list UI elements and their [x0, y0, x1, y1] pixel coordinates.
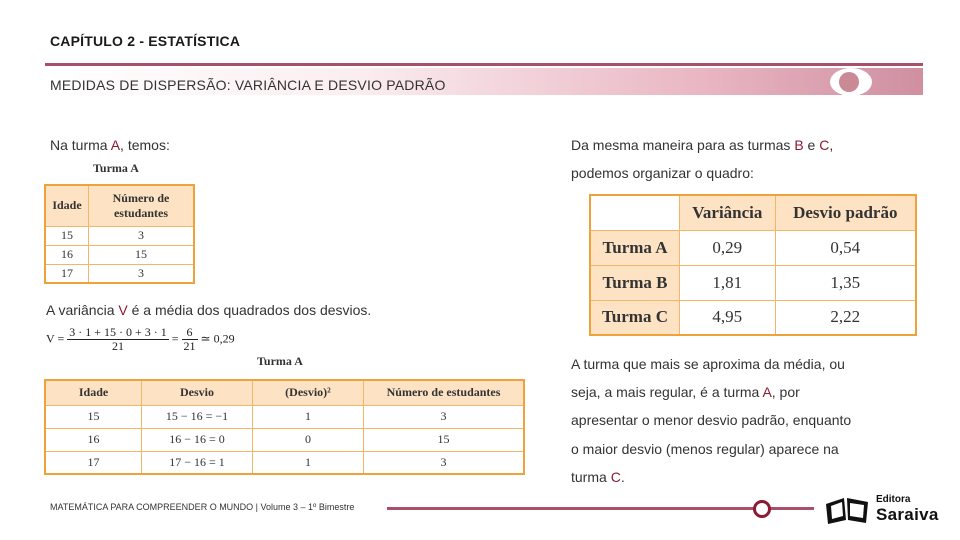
table1-cell: 15	[45, 226, 89, 245]
table3-corner	[590, 195, 680, 230]
variance-deviation-table	[589, 194, 917, 336]
section-title: MEDIDAS DE DISPERSÃO: VARIÂNCIA E DESVIO PADRÃO	[50, 77, 446, 93]
header-divider	[45, 63, 923, 66]
table-row	[590, 230, 916, 265]
table2-header: Idade	[45, 380, 142, 405]
left-intro: Na turma A, temos:	[50, 137, 170, 153]
variance-formula: V = $\frac{3 \cdot 1 + 15 \cdot 0 + 3 \cdot 1}{21}$ = $\frac{6}{21}$ ≃ 0,29	[46, 325, 235, 353]
table2-cell: 3	[364, 451, 524, 474]
age-frequency-table	[44, 184, 195, 284]
chapter-title: CAPÍTULO 2 - ESTATÍSTICA	[50, 33, 241, 49]
table1-title: Turma A	[93, 161, 139, 175]
table2-cell: 15	[364, 428, 524, 451]
deviation-table	[44, 379, 525, 475]
table3-header: Variância	[680, 195, 776, 230]
table3-cell: 0,54	[775, 230, 916, 265]
table2-title: Turma A	[257, 354, 303, 368]
table-row	[45, 245, 194, 264]
table1-cell: 3	[89, 264, 195, 283]
table2-cell: 17	[45, 451, 142, 474]
variance-definition: A variância V é a média dos quadrados dos desvios.	[46, 302, 372, 318]
table-row	[590, 265, 916, 300]
table1-header: Número de estudantes	[89, 185, 195, 226]
footer-text: MATEMÁTICA PARA COMPREENDER O MUNDO | Volume 3 – 1º Bimestre	[50, 502, 355, 512]
table2-header: Desvio	[142, 380, 253, 405]
table1-header: Idade	[45, 185, 89, 226]
table1-cell: 3	[89, 226, 195, 245]
book-icon	[824, 496, 870, 524]
table-row	[590, 300, 916, 335]
logo-bottom-text: Saraiva	[876, 505, 939, 524]
table3-cell: 0,29	[680, 230, 776, 265]
table2-cell: 15 − 16 = −1	[142, 405, 253, 428]
right-intro-line1: Da mesma maneira para as turmas B e C,	[571, 137, 834, 153]
table-row	[45, 405, 524, 428]
footer-line-left	[387, 507, 755, 510]
table3-cell: Turma A	[590, 230, 680, 265]
table1-cell: 15	[89, 245, 195, 264]
table3-cell: 2,22	[775, 300, 916, 335]
publisher-logo	[824, 494, 940, 526]
table2-cell: 0	[252, 428, 363, 451]
footer-line-right	[766, 507, 814, 510]
table2-cell: 1	[252, 451, 363, 474]
table2-cell: 16	[45, 428, 142, 451]
table3-header: Desvio padrão	[775, 195, 916, 230]
table3-cell: Turma B	[590, 265, 680, 300]
table3-cell: 4,95	[680, 300, 776, 335]
table2-cell: 17 − 16 = 1	[142, 451, 253, 474]
table2-cell: 15	[45, 405, 142, 428]
table-row	[45, 451, 524, 474]
table-row	[45, 428, 524, 451]
table2-cell: 3	[364, 405, 524, 428]
table3-cell: 1,35	[775, 265, 916, 300]
table3-cell: Turma C	[590, 300, 680, 335]
table2-cell: 1	[252, 405, 363, 428]
footer-ring-icon	[753, 500, 771, 518]
right-intro-line2: podemos organizar o quadro:	[571, 165, 754, 181]
conclusion-text: A turma que mais se aproxima da média, ou seja, a mais regular, é a turma A, por apresentar o menor desvio padrão, enquanto o maior desvio (menos regular) aparece na turma C.	[571, 356, 852, 485]
decorative-circle-icon	[830, 68, 872, 96]
table-row	[45, 264, 194, 283]
table2-header: (Desvio)²	[252, 380, 363, 405]
table2-cell: 16 − 16 = 0	[142, 428, 253, 451]
table3-cell: 1,81	[680, 265, 776, 300]
table2-header: Número de estudantes	[364, 380, 524, 405]
table-row	[45, 226, 194, 245]
table1-cell: 17	[45, 264, 89, 283]
logo-top-text: Editora	[876, 494, 911, 505]
table1-cell: 16	[45, 245, 89, 264]
